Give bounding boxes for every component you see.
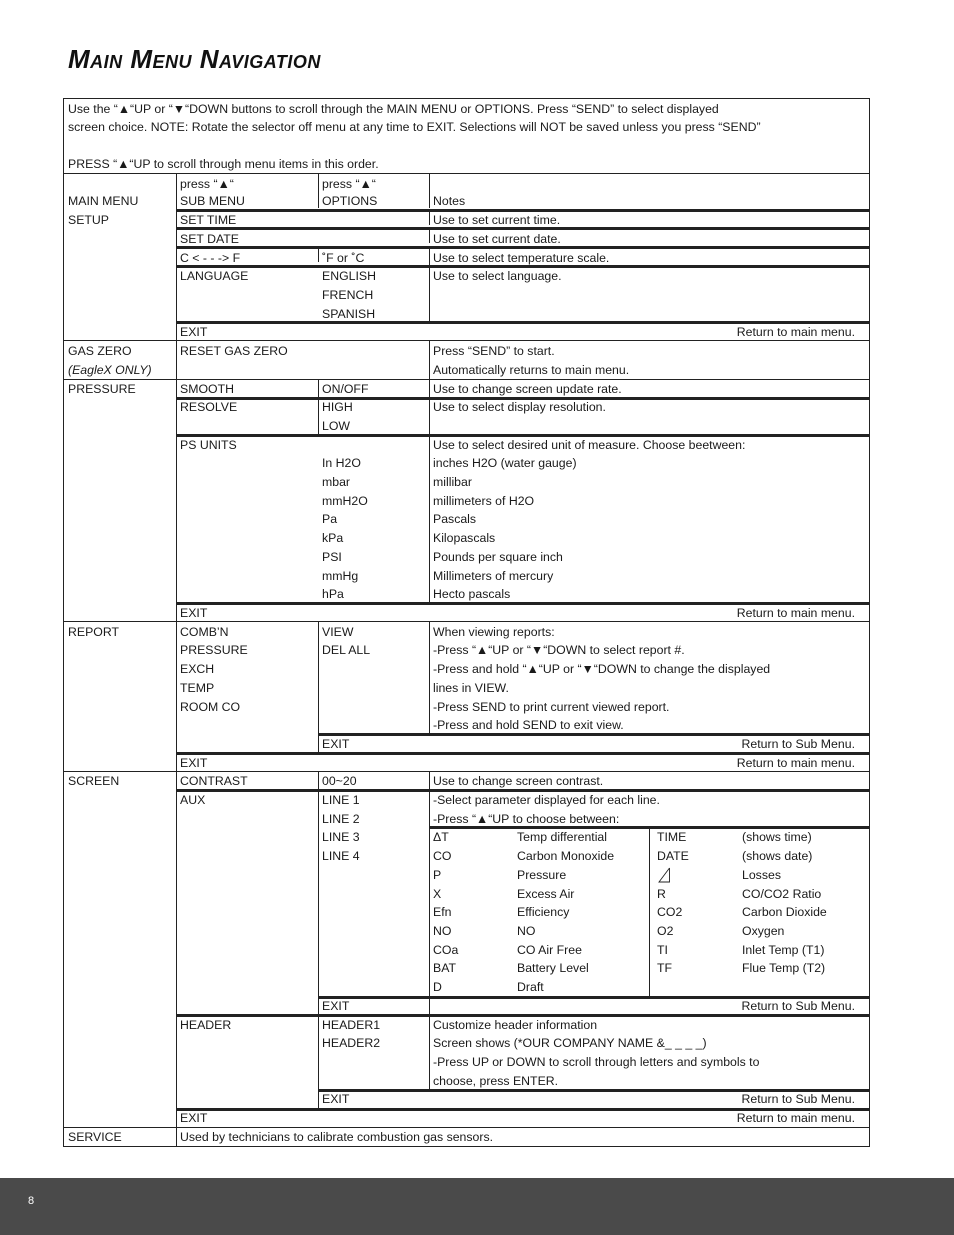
service-label: SERVICE <box>68 1130 122 1144</box>
param-desc: (shows date) <box>742 849 813 863</box>
report-sub: EXCH <box>180 662 215 676</box>
aux-note-1: -Select parameter displayed for each line. <box>433 793 660 807</box>
resolve: RESOLVE <box>180 400 238 414</box>
header-note: Screen shows (*OUR COMPANY NAME &_ _ _ _) <box>433 1036 707 1050</box>
unit-option: hPa <box>322 587 344 601</box>
reset-gas-zero: RESET GAS ZERO <box>180 344 288 358</box>
header-option-2: HEADER2 <box>322 1036 381 1050</box>
param-code: TIME <box>657 830 687 844</box>
aux-exit: EXIT <box>322 999 350 1013</box>
param-code: R <box>657 887 666 901</box>
report-sub: PRESSURE <box>180 643 248 657</box>
ps-units-note: Use to select desired unit of measure. Choose beetween: <box>433 438 746 452</box>
set-time: SET TIME <box>180 213 237 227</box>
screen-exit: EXIT <box>180 1111 208 1125</box>
resolve-low: LOW <box>322 419 351 433</box>
report-sub: ROOM CO <box>180 700 241 714</box>
header-main-menu: MAIN MENU <box>68 194 139 208</box>
report-note: -Press SEND to print current viewed report. <box>433 700 670 714</box>
param-desc: Carbon Monoxide <box>517 849 615 863</box>
header-option-1: HEADER1 <box>322 1018 381 1032</box>
pressure-exit: EXIT <box>180 606 208 620</box>
gas-zero-model: (EagleX ONLY) <box>68 363 152 377</box>
header-sub-menu: SUB MENU <box>180 194 245 208</box>
report-note: -Press “▲“UP or “▼“DOWN to select report #. <box>433 643 685 657</box>
param-code: D <box>433 980 442 994</box>
param-code: X <box>433 887 442 901</box>
page-title: Main Menu Navigation <box>68 44 321 74</box>
param-desc: Battery Level <box>517 961 589 975</box>
aux-line: LINE 3 <box>322 830 360 844</box>
unit-option: Pa <box>322 512 338 526</box>
aux-line: LINE 2 <box>322 812 360 826</box>
report-exit-note: Return to main menu. <box>736 756 855 770</box>
param-desc: Inlet Temp (T1) <box>742 943 825 957</box>
gas-zero-note-1: Press “SEND” to start. <box>433 344 555 358</box>
param-desc: NO <box>517 924 536 938</box>
setup-label: SETUP <box>68 213 109 227</box>
param-desc: CO Air Free <box>517 943 582 957</box>
report-note: lines in VIEW. <box>433 681 509 695</box>
report-sub: TEMP <box>180 681 215 695</box>
unit-desc: Pounds per square inch <box>433 550 563 564</box>
report-note: -Press and hold SEND to exit view. <box>433 718 624 732</box>
unit-option: mmH2O <box>322 494 368 508</box>
param-code: TF <box>657 961 673 975</box>
screen-exit-note: Return to main menu. <box>736 1111 855 1125</box>
param-desc: Losses <box>742 868 781 882</box>
screen-label: SCREEN <box>68 774 120 788</box>
unit-desc: Kilopascals <box>433 531 496 545</box>
contrast-option: 00~20 <box>322 774 357 788</box>
header-options: OPTIONS <box>322 194 378 208</box>
param-desc: (shows time) <box>742 830 812 844</box>
report-note: When viewing reports: <box>433 625 555 639</box>
smooth: SMOOTH <box>180 382 234 396</box>
contrast-note: Use to change screen contrast. <box>433 774 604 788</box>
unit-option: mmHg <box>322 569 359 583</box>
pressure-label: PRESSURE <box>68 382 136 396</box>
pressure-exit-note: Return to main menu. <box>736 606 855 620</box>
language-french: FRENCH <box>322 288 374 302</box>
report-view-exit-note: Return to Sub Menu. <box>741 737 855 751</box>
unit-option: In H2O <box>322 456 361 470</box>
header-sub: HEADER <box>180 1018 232 1032</box>
header-note: -Press UP or DOWN to scroll through letters and symbols to <box>433 1055 760 1069</box>
aux-exit-note: Return to Sub Menu. <box>741 999 855 1013</box>
param-code: P <box>433 868 442 882</box>
intro-line-2: screen choice. NOTE: Rotate the selector off menu at any time to EXIT. Selections will NOT be saved unless you press “SEND” <box>68 120 761 134</box>
report-sub: COMB’N <box>180 625 229 639</box>
gas-zero-label: GAS ZERO <box>68 344 132 358</box>
aux-line: LINE 4 <box>322 849 360 863</box>
param-desc: CO/CO2 Ratio <box>742 887 822 901</box>
param-code: O2 <box>657 924 674 938</box>
param-code: COa <box>433 943 459 957</box>
header-exit: EXIT <box>322 1092 350 1106</box>
param-desc: Flue Temp (T2) <box>742 961 826 975</box>
aux-note-2: -Press “▲“UP to choose between: <box>433 812 620 826</box>
param-desc: Oxygen <box>742 924 785 938</box>
unit-desc: Hecto pascals <box>433 587 511 601</box>
resolve-high: HIGH <box>322 400 353 414</box>
header-note: Customize header information <box>433 1018 598 1032</box>
header-press-options: press “▲“ <box>322 177 376 191</box>
gas-zero-note-2: Automatically returns to main menu. <box>433 363 630 377</box>
param-code: BAT <box>433 961 457 975</box>
intro-line-3: PRESS “▲“UP to scroll through menu items in this order. <box>68 157 379 171</box>
menu-navigation-table <box>63 98 870 1147</box>
page-number: 8 <box>28 1195 35 1207</box>
report-view: VIEW <box>322 625 354 639</box>
report-view-exit: EXIT <box>322 737 350 751</box>
temp-scale-option: ˚F or ˚C <box>322 251 365 265</box>
unit-option: mbar <box>322 475 351 489</box>
report-delete-all: DEL ALL <box>322 643 371 657</box>
report-label: REPORT <box>68 625 120 639</box>
param-code: Efn <box>433 905 452 919</box>
aux: AUX <box>180 793 206 807</box>
unit-desc: millimeters of H2O <box>433 494 535 508</box>
report-note: -Press and hold “▲“UP or “▼“DOWN to change the displayed <box>433 662 771 676</box>
param-desc: Carbon Dioxide <box>742 905 827 919</box>
header-notes: Notes <box>433 194 466 208</box>
setup-exit-note: Return to main menu. <box>736 325 855 339</box>
smooth-option: ON/OFF <box>322 382 369 396</box>
page-footer <box>0 1178 954 1235</box>
param-desc: Efficiency <box>517 905 570 919</box>
ps-units: PS UNITS <box>180 438 237 452</box>
param-desc: Temp differential <box>517 830 607 844</box>
param-code: CO2 <box>657 905 683 919</box>
header-exit-note: Return to Sub Menu. <box>741 1092 855 1106</box>
language: LANGUAGE <box>180 269 249 283</box>
aux-line: LINE 1 <box>322 793 360 807</box>
param-code: TI <box>657 943 668 957</box>
set-date-note: Use to set current date. <box>433 232 561 246</box>
smooth-note: Use to change screen update rate. <box>433 382 622 396</box>
param-code: DATE <box>657 849 689 863</box>
header-press-sub: press “▲“ <box>180 177 234 191</box>
unit-option: PSI <box>322 550 342 564</box>
param-code: ΔT <box>433 830 449 844</box>
service-note: Used by technicians to calibrate combustion gas sensors. <box>180 1130 494 1144</box>
resolve-note: Use to select display resolution. <box>433 400 606 414</box>
unit-desc: inches H2O (water gauge) <box>433 456 577 470</box>
language-english: ENGLISH <box>322 269 376 283</box>
set-time-note: Use to set current time. <box>433 213 561 227</box>
setup-exit: EXIT <box>180 325 208 339</box>
unit-desc: Millimeters of mercury <box>433 569 554 583</box>
language-spanish: SPANISH <box>322 307 376 321</box>
unit-desc: Pascals <box>433 512 477 526</box>
header-note: choose, press ENTER. <box>433 1074 559 1088</box>
temp-scale-note: Use to select temperature scale. <box>433 251 610 265</box>
param-desc: Draft <box>517 980 544 994</box>
param-code: NO <box>433 924 452 938</box>
temp-scale: C < - - -> F <box>180 251 241 265</box>
param-code: CO <box>433 849 452 863</box>
report-exit: EXIT <box>180 756 208 770</box>
unit-desc: millibar <box>433 475 472 489</box>
param-desc: Excess Air <box>517 887 575 901</box>
intro-line-1: Use the “▲“UP or “▼“DOWN buttons to scroll through the MAIN MENU or OPTIONS. Press “SEND” to select displayed <box>68 102 719 116</box>
contrast: CONTRAST <box>180 774 248 788</box>
param-desc: Pressure <box>517 868 567 882</box>
unit-option: kPa <box>322 531 344 545</box>
language-note: Use to select language. <box>433 269 562 283</box>
losses-triangle-icon <box>658 867 671 883</box>
set-date: SET DATE <box>180 232 239 246</box>
